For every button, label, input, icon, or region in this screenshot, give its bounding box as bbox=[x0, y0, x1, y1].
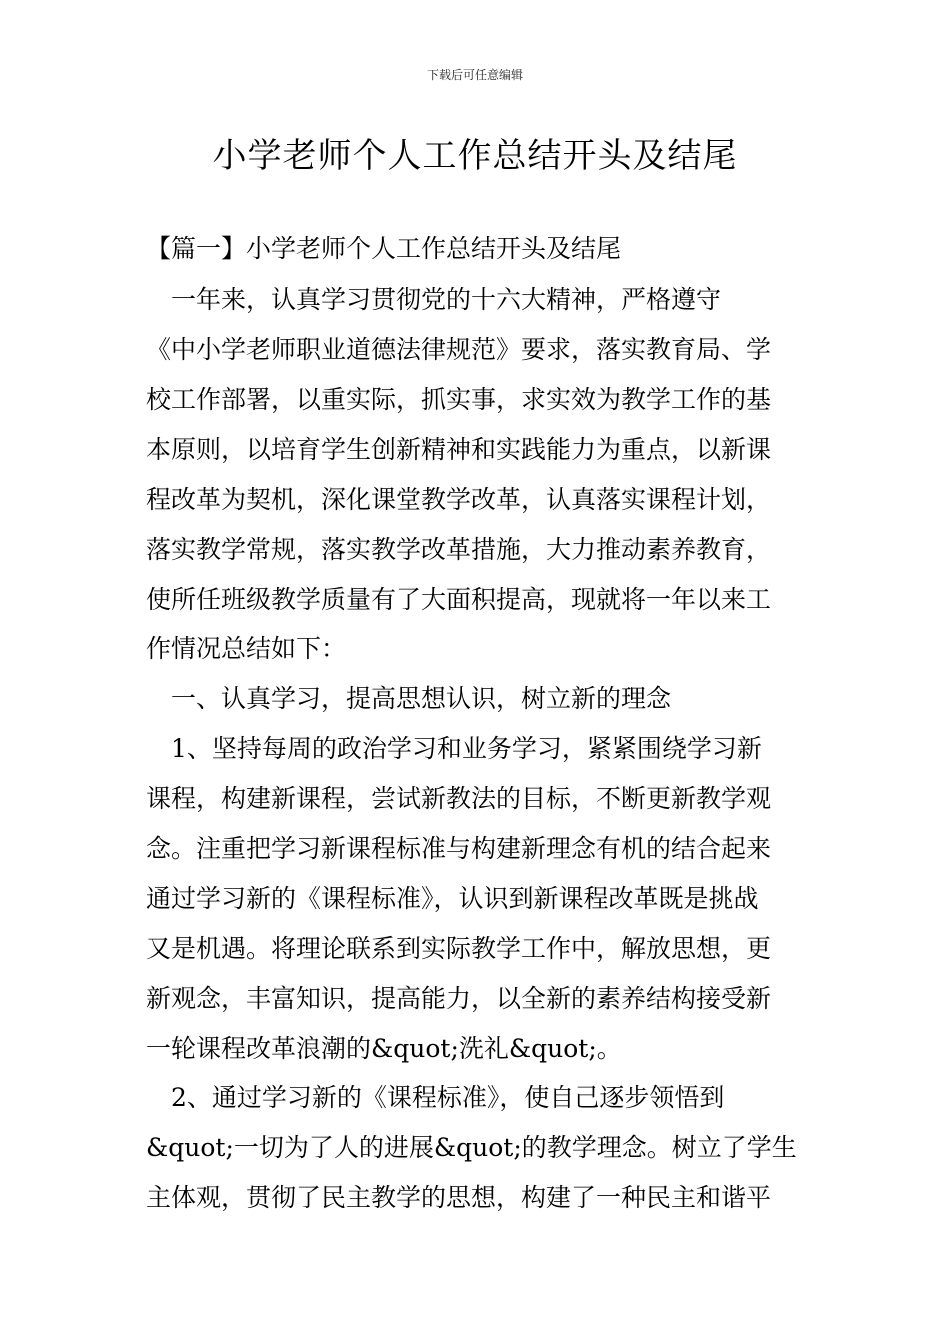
body-line: 落实教学常规，落实教学改革措施，大力推动素养教育， bbox=[146, 535, 772, 564]
section-heading: 【篇一】小学老师个人工作总结开头及结尾 bbox=[146, 234, 622, 263]
page-header-note: 下载后可任意编辑 bbox=[426, 68, 523, 82]
body-line: 新观念，丰富知识，提高能力，以全新的素养结构接受新 bbox=[146, 984, 772, 1013]
body-line: 主体观，贯彻了民主教学的思想，构建了一种民主和谐平 bbox=[146, 1183, 772, 1212]
body-line: 使所任班级教学质量有了大面积提高，现就将一年以来工 bbox=[146, 585, 772, 614]
body-line: 一轮课程改革浪潮的&quot;洗礼&quot;。 bbox=[146, 1034, 622, 1063]
document-title: 小学老师个人工作总结开头及结尾 bbox=[212, 136, 738, 176]
body-line: 程改革为契机，深化课堂教学改革，认真落实课程计划， bbox=[146, 485, 772, 514]
body-line: 念。注重把学习新课程标准与构建新理念有机的结合起来 bbox=[146, 834, 772, 863]
body-line: 作情况总结如下： bbox=[146, 634, 347, 663]
body-line: 校工作部署，以重实际，抓实事，求实效为教学工作的基 bbox=[146, 385, 772, 414]
body-line: 本原则，以培育学生创新精神和实践能力为重点，以新课 bbox=[146, 435, 772, 464]
subsection-heading: 一、认真学习，提高思想认识，树立新的理念 bbox=[146, 684, 672, 713]
body-line: 通过学习新的《课程标准》，认识到新课程改革既是挑战 bbox=[146, 884, 759, 913]
body-line: 2、通过学习新的《课程标准》，使自己逐步领悟到 bbox=[146, 1083, 725, 1112]
body-line: 又是机遇。将理论联系到实际教学工作中，解放思想，更 bbox=[146, 934, 772, 963]
body-line: 1、坚持每周的政治学习和业务学习，紧紧围绕学习新 bbox=[146, 734, 762, 763]
body-line: 课程，构建新课程，尝试新教法的目标，不断更新教学观 bbox=[146, 784, 772, 813]
body-line: 一年来，认真学习贯彻党的十六大精神，严格遵守 bbox=[146, 285, 722, 314]
body-line: &quot;一切为了人的进展&quot;的教学理念。树立了学生 bbox=[146, 1133, 797, 1162]
body-line: 《中小学老师职业道德法律规范》要求，落实教育局、学 bbox=[146, 335, 772, 364]
